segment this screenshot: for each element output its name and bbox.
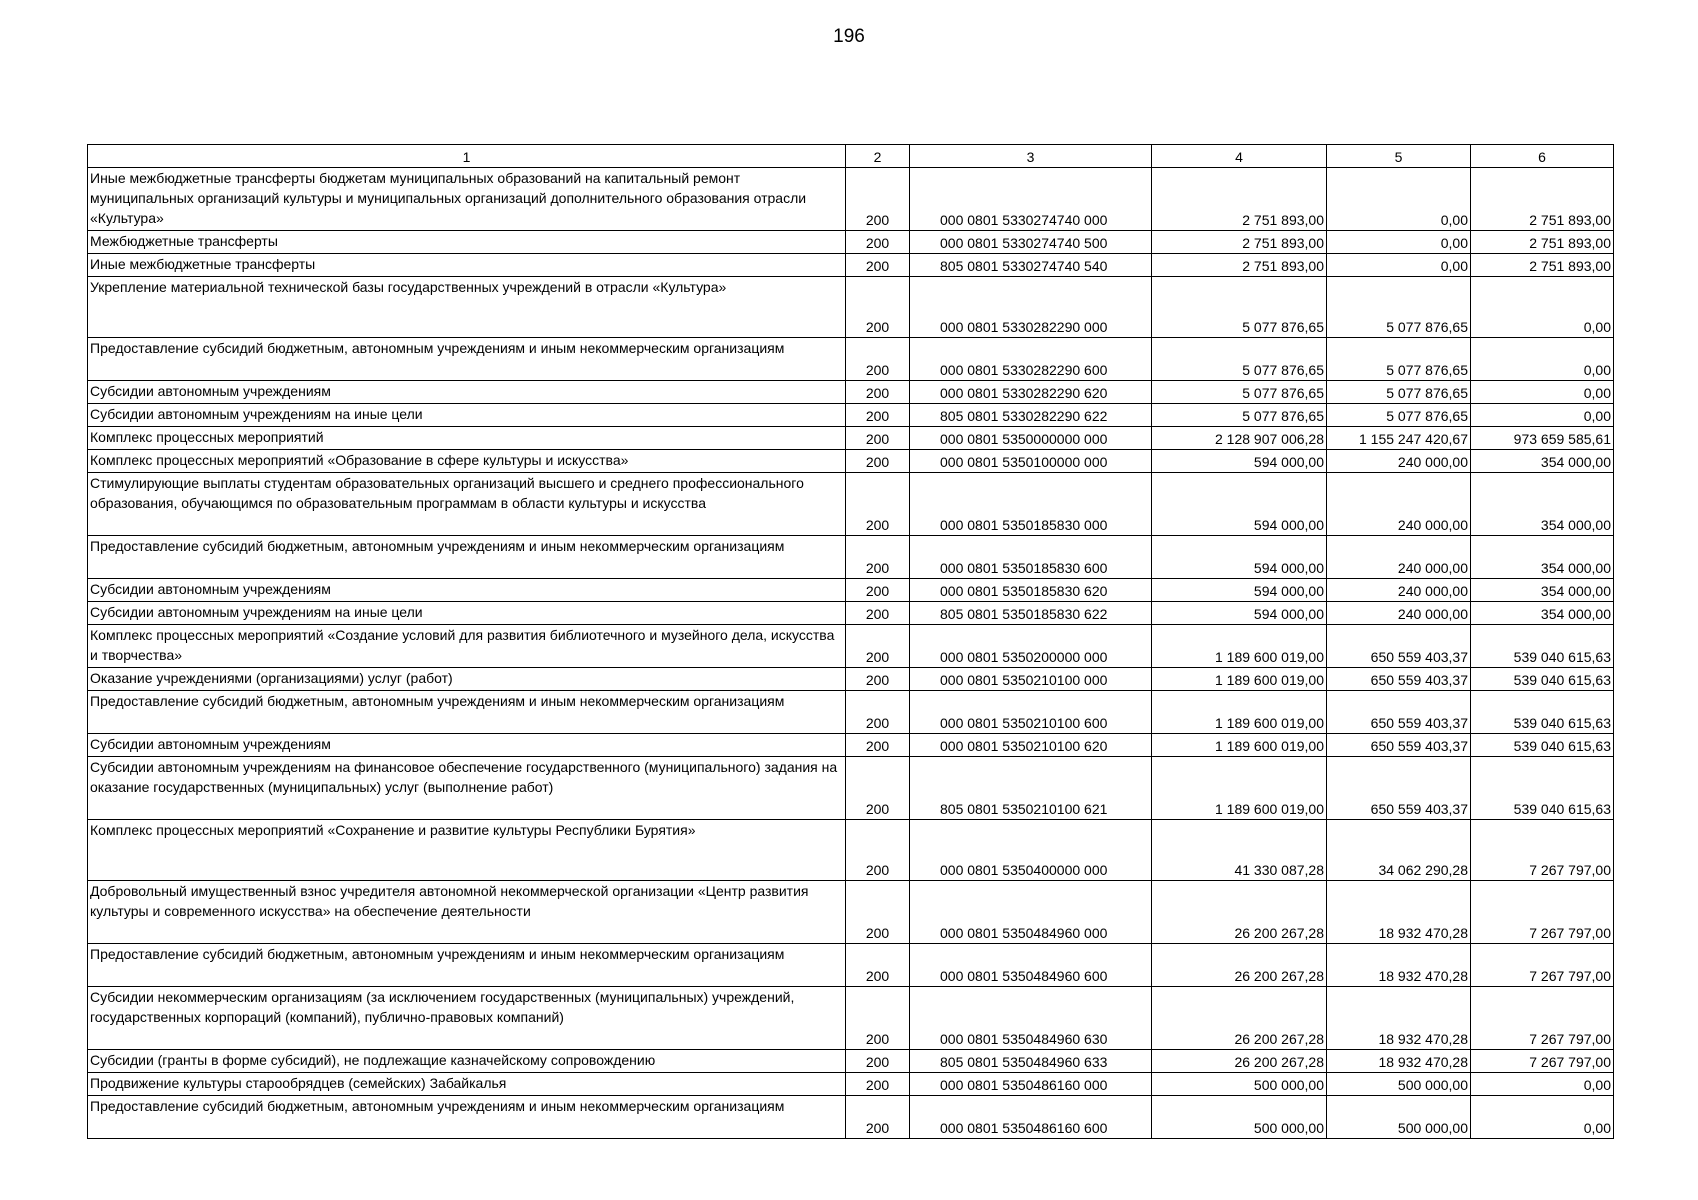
row-col6: 7 267 797,00 bbox=[1471, 1050, 1614, 1073]
row-name: Предоставление субсидий бюджетным, автономным учреждениям и иным некоммерческим организациям bbox=[88, 536, 846, 579]
row-name: Комплекс процессных мероприятий «Создание условий для развития библиотечного и музейного дела, искусства и творчества» bbox=[88, 625, 846, 668]
table-row bbox=[88, 381, 1614, 404]
row-col5: 18 932 470,28 bbox=[1327, 944, 1471, 987]
row-col4: 41 330 087,28 bbox=[1152, 820, 1327, 881]
table-row bbox=[88, 254, 1614, 277]
row-kbk: 000 0801 5350185830 620 bbox=[910, 579, 1152, 602]
row-col5: 650 559 403,37 bbox=[1327, 691, 1471, 734]
row-col5: 500 000,00 bbox=[1327, 1096, 1471, 1139]
row-col6: 354 000,00 bbox=[1471, 602, 1614, 625]
row-kbk: 000 0801 5350210100 000 bbox=[910, 668, 1152, 691]
row-col5: 650 559 403,37 bbox=[1327, 734, 1471, 757]
row-code: 200 bbox=[846, 231, 910, 254]
row-kbk: 805 0801 5350210100 621 bbox=[910, 757, 1152, 820]
row-col6: 539 040 615,63 bbox=[1471, 668, 1614, 691]
row-kbk: 805 0801 5330282290 622 bbox=[910, 404, 1152, 427]
row-col6: 539 040 615,63 bbox=[1471, 691, 1614, 734]
row-col4: 594 000,00 bbox=[1152, 536, 1327, 579]
row-code: 200 bbox=[846, 1096, 910, 1139]
row-col5: 5 077 876,65 bbox=[1327, 277, 1471, 338]
row-kbk: 000 0801 5350484960 000 bbox=[910, 881, 1152, 944]
row-col4: 2 751 893,00 bbox=[1152, 254, 1327, 277]
row-name: Комплекс процессных мероприятий «Образование в сфере культуры и искусства» bbox=[88, 450, 846, 473]
row-col6: 7 267 797,00 bbox=[1471, 944, 1614, 987]
row-kbk: 000 0801 5350185830 000 bbox=[910, 473, 1152, 536]
row-code: 200 bbox=[846, 536, 910, 579]
row-col5: 5 077 876,65 bbox=[1327, 404, 1471, 427]
row-code: 200 bbox=[846, 1073, 910, 1096]
row-col6: 0,00 bbox=[1471, 404, 1614, 427]
column-header: 3 bbox=[910, 145, 1152, 168]
row-col4: 1 189 600 019,00 bbox=[1152, 757, 1327, 820]
row-col6: 0,00 bbox=[1471, 277, 1614, 338]
table-row bbox=[88, 987, 1614, 1050]
row-code: 200 bbox=[846, 734, 910, 757]
row-col6: 7 267 797,00 bbox=[1471, 987, 1614, 1050]
row-col4: 500 000,00 bbox=[1152, 1096, 1327, 1139]
page-number: 196 bbox=[833, 26, 865, 47]
table-row bbox=[88, 231, 1614, 254]
row-col5: 240 000,00 bbox=[1327, 473, 1471, 536]
row-col4: 26 200 267,28 bbox=[1152, 881, 1327, 944]
table-row bbox=[88, 277, 1614, 338]
row-col6: 973 659 585,61 bbox=[1471, 427, 1614, 450]
row-name: Субсидии автономным учреждениям на иные цели bbox=[88, 404, 846, 427]
row-name: Добровольный имущественный взнос учредителя автономной некоммерческой организации «Центр развития культуры и современного искусства» на обеспечение деятельности bbox=[88, 881, 846, 944]
row-col5: 500 000,00 bbox=[1327, 1073, 1471, 1096]
row-kbk: 000 0801 5330274740 500 bbox=[910, 231, 1152, 254]
row-name: Субсидии автономным учреждениям bbox=[88, 579, 846, 602]
row-col4: 26 200 267,28 bbox=[1152, 1050, 1327, 1073]
table-row bbox=[88, 450, 1614, 473]
row-name: Субсидии автономным учреждениям на иные цели bbox=[88, 602, 846, 625]
row-kbk: 000 0801 5330274740 000 bbox=[910, 168, 1152, 231]
row-col4: 5 077 876,65 bbox=[1152, 381, 1327, 404]
row-col5: 0,00 bbox=[1327, 254, 1471, 277]
row-col4: 594 000,00 bbox=[1152, 450, 1327, 473]
budget-table bbox=[87, 144, 1614, 1139]
row-code: 200 bbox=[846, 1050, 910, 1073]
row-code: 200 bbox=[846, 450, 910, 473]
row-kbk: 000 0801 5330282290 600 bbox=[910, 338, 1152, 381]
row-col4: 1 189 600 019,00 bbox=[1152, 691, 1327, 734]
row-col5: 240 000,00 bbox=[1327, 579, 1471, 602]
row-name: Стимулирующие выплаты студентам образовательных организаций высшего и среднего профессионального образования, обучающимся по образовательным программам в области культуры и искусства bbox=[88, 473, 846, 536]
row-col5: 5 077 876,65 bbox=[1327, 338, 1471, 381]
row-col5: 240 000,00 bbox=[1327, 450, 1471, 473]
row-kbk: 805 0801 5350484960 633 bbox=[910, 1050, 1152, 1073]
row-name: Предоставление субсидий бюджетным, автономным учреждениям и иным некоммерческим организациям bbox=[88, 944, 846, 987]
row-col4: 5 077 876,65 bbox=[1152, 338, 1327, 381]
row-name: Субсидии автономным учреждениям bbox=[88, 381, 846, 404]
row-kbk: 000 0801 5330282290 620 bbox=[910, 381, 1152, 404]
row-name: Субсидии автономным учреждениям на финансовое обеспечение государственного (муниципального) задания на оказание государственных (муниципальных) услуг (выполнение работ) bbox=[88, 757, 846, 820]
row-code: 200 bbox=[846, 881, 910, 944]
row-col5: 650 559 403,37 bbox=[1327, 625, 1471, 668]
table-row bbox=[88, 625, 1614, 668]
table-row bbox=[88, 168, 1614, 231]
row-col6: 0,00 bbox=[1471, 338, 1614, 381]
row-name: Комплекс процессных мероприятий «Сохранение и развитие культуры Республики Бурятия» bbox=[88, 820, 846, 881]
table-row bbox=[88, 668, 1614, 691]
row-kbk: 000 0801 5350185830 600 bbox=[910, 536, 1152, 579]
row-name: Межбюджетные трансферты bbox=[88, 231, 846, 254]
row-code: 200 bbox=[846, 168, 910, 231]
row-col6: 539 040 615,63 bbox=[1471, 625, 1614, 668]
row-col4: 26 200 267,28 bbox=[1152, 944, 1327, 987]
row-col4: 594 000,00 bbox=[1152, 473, 1327, 536]
row-kbk: 000 0801 5350484960 600 bbox=[910, 944, 1152, 987]
row-col5: 240 000,00 bbox=[1327, 602, 1471, 625]
row-name: Иные межбюджетные трансферты bbox=[88, 254, 846, 277]
row-kbk: 000 0801 5350484960 630 bbox=[910, 987, 1152, 1050]
row-code: 200 bbox=[846, 820, 910, 881]
table-row bbox=[88, 473, 1614, 536]
row-col5: 650 559 403,37 bbox=[1327, 757, 1471, 820]
row-code: 200 bbox=[846, 987, 910, 1050]
row-col5: 0,00 bbox=[1327, 168, 1471, 231]
row-col5: 5 077 876,65 bbox=[1327, 381, 1471, 404]
row-kbk: 000 0801 5350486160 000 bbox=[910, 1073, 1152, 1096]
row-col6: 539 040 615,63 bbox=[1471, 734, 1614, 757]
column-header: 1 bbox=[88, 145, 846, 168]
table-row bbox=[88, 338, 1614, 381]
row-col5: 18 932 470,28 bbox=[1327, 881, 1471, 944]
table-row bbox=[88, 1096, 1614, 1139]
row-col6: 0,00 bbox=[1471, 381, 1614, 404]
table-row bbox=[88, 691, 1614, 734]
table-row bbox=[88, 757, 1614, 820]
row-kbk: 000 0801 5350200000 000 bbox=[910, 625, 1152, 668]
row-col4: 2 751 893,00 bbox=[1152, 231, 1327, 254]
row-col5: 650 559 403,37 bbox=[1327, 668, 1471, 691]
row-col6: 0,00 bbox=[1471, 1096, 1614, 1139]
row-kbk: 805 0801 5330274740 540 bbox=[910, 254, 1152, 277]
row-col6: 7 267 797,00 bbox=[1471, 881, 1614, 944]
row-col4: 26 200 267,28 bbox=[1152, 987, 1327, 1050]
row-code: 200 bbox=[846, 277, 910, 338]
row-col5: 240 000,00 bbox=[1327, 536, 1471, 579]
row-col6: 2 751 893,00 bbox=[1471, 231, 1614, 254]
row-name: Предоставление субсидий бюджетным, автономным учреждениям и иным некоммерческим организациям bbox=[88, 338, 846, 381]
table-row bbox=[88, 1073, 1614, 1096]
row-code: 200 bbox=[846, 757, 910, 820]
row-code: 200 bbox=[846, 579, 910, 602]
row-col6: 2 751 893,00 bbox=[1471, 168, 1614, 231]
row-name: Субсидии (гранты в форме субсидий), не подлежащие казначейскому сопровождению bbox=[88, 1050, 846, 1073]
row-kbk: 000 0801 5350210100 620 bbox=[910, 734, 1152, 757]
row-col4: 2 751 893,00 bbox=[1152, 168, 1327, 231]
row-col6: 0,00 bbox=[1471, 1073, 1614, 1096]
row-col4: 5 077 876,65 bbox=[1152, 404, 1327, 427]
row-col4: 594 000,00 bbox=[1152, 602, 1327, 625]
column-header: 5 bbox=[1327, 145, 1471, 168]
row-code: 200 bbox=[846, 254, 910, 277]
column-header: 2 bbox=[846, 145, 910, 168]
row-code: 200 bbox=[846, 381, 910, 404]
row-name: Комплекс процессных мероприятий bbox=[88, 427, 846, 450]
row-col5: 34 062 290,28 bbox=[1327, 820, 1471, 881]
row-col5: 1 155 247 420,67 bbox=[1327, 427, 1471, 450]
table-header-row bbox=[88, 145, 1614, 168]
row-code: 200 bbox=[846, 602, 910, 625]
row-kbk: 000 0801 5350100000 000 bbox=[910, 450, 1152, 473]
table-row bbox=[88, 602, 1614, 625]
row-col4: 2 128 907 006,28 bbox=[1152, 427, 1327, 450]
row-name: Иные межбюджетные трансферты бюджетам муниципальных образований на капитальный ремонт муниципальных организаций культуры и муниципальных организаций дополнительного образования отрасли «Культура» bbox=[88, 168, 846, 231]
row-col6: 539 040 615,63 bbox=[1471, 757, 1614, 820]
row-kbk: 000 0801 5330282290 000 bbox=[910, 277, 1152, 338]
row-col4: 594 000,00 bbox=[1152, 579, 1327, 602]
row-code: 200 bbox=[846, 473, 910, 536]
column-header: 4 bbox=[1152, 145, 1327, 168]
row-name: Предоставление субсидий бюджетным, автономным учреждениям и иным некоммерческим организациям bbox=[88, 1096, 846, 1139]
row-kbk: 000 0801 5350210100 600 bbox=[910, 691, 1152, 734]
row-kbk: 805 0801 5350185830 622 bbox=[910, 602, 1152, 625]
row-col4: 1 189 600 019,00 bbox=[1152, 734, 1327, 757]
row-kbk: 000 0801 5350000000 000 bbox=[910, 427, 1152, 450]
table-row bbox=[88, 536, 1614, 579]
row-name: Предоставление субсидий бюджетным, автономным учреждениям и иным некоммерческим организациям bbox=[88, 691, 846, 734]
row-code: 200 bbox=[846, 427, 910, 450]
row-name: Субсидии некоммерческим организациям (за исключением государственных (муниципальных) учреждений, государственных корпораций (компаний), публично-правовых компаний) bbox=[88, 987, 846, 1050]
row-col6: 2 751 893,00 bbox=[1471, 254, 1614, 277]
row-kbk: 000 0801 5350400000 000 bbox=[910, 820, 1152, 881]
row-col4: 1 189 600 019,00 bbox=[1152, 668, 1327, 691]
row-col6: 354 000,00 bbox=[1471, 579, 1614, 602]
row-kbk: 000 0801 5350486160 600 bbox=[910, 1096, 1152, 1139]
table-row bbox=[88, 427, 1614, 450]
row-col5: 0,00 bbox=[1327, 231, 1471, 254]
row-col4: 500 000,00 bbox=[1152, 1073, 1327, 1096]
row-col6: 7 267 797,00 bbox=[1471, 820, 1614, 881]
row-col5: 18 932 470,28 bbox=[1327, 987, 1471, 1050]
table-row bbox=[88, 404, 1614, 427]
row-code: 200 bbox=[846, 625, 910, 668]
table-row bbox=[88, 734, 1614, 757]
table-row bbox=[88, 1050, 1614, 1073]
column-header: 6 bbox=[1471, 145, 1614, 168]
row-col6: 354 000,00 bbox=[1471, 536, 1614, 579]
row-code: 200 bbox=[846, 338, 910, 381]
row-col4: 5 077 876,65 bbox=[1152, 277, 1327, 338]
row-name: Укрепление материальной технической базы государственных учреждений в отрасли «Культура» bbox=[88, 277, 846, 338]
table-row bbox=[88, 881, 1614, 944]
row-col5: 18 932 470,28 bbox=[1327, 1050, 1471, 1073]
row-code: 200 bbox=[846, 404, 910, 427]
table-row bbox=[88, 579, 1614, 602]
row-name: Продвижение культуры старообрядцев (семейских) Забайкалья bbox=[88, 1073, 846, 1096]
row-col6: 354 000,00 bbox=[1471, 473, 1614, 536]
row-code: 200 bbox=[846, 691, 910, 734]
row-name: Субсидии автономным учреждениям bbox=[88, 734, 846, 757]
table-row bbox=[88, 944, 1614, 987]
row-col6: 354 000,00 bbox=[1471, 450, 1614, 473]
row-col4: 1 189 600 019,00 bbox=[1152, 625, 1327, 668]
row-code: 200 bbox=[846, 944, 910, 987]
row-code: 200 bbox=[846, 668, 910, 691]
table-row bbox=[88, 820, 1614, 881]
row-name: Оказание учреждениями (организациями) услуг (работ) bbox=[88, 668, 846, 691]
